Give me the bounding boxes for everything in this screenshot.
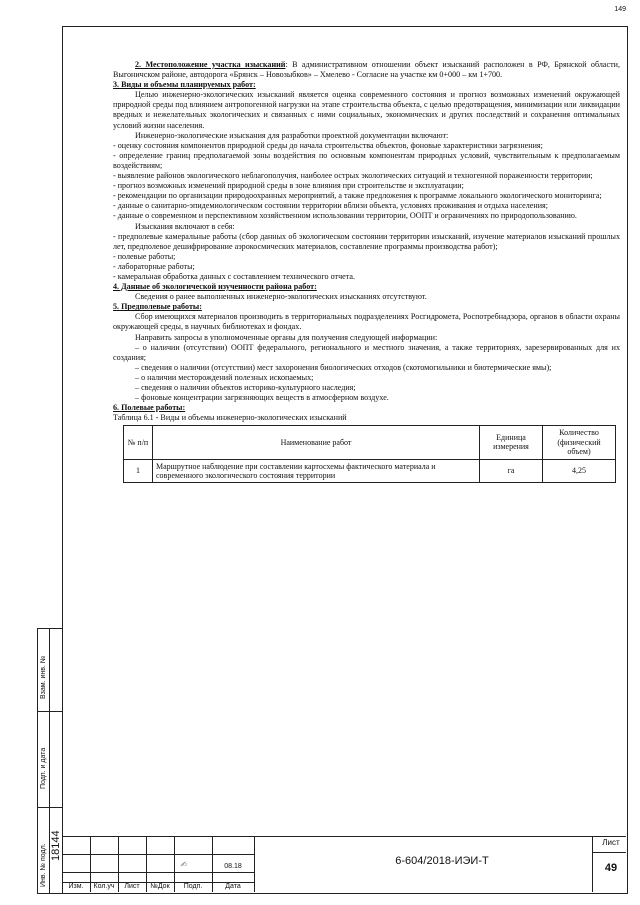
list-item: - рекомендации по организации природоохранных мероприятий, а также предложения к программе локального экологического мониторинга; — [113, 191, 602, 201]
title-block-label: №Док — [150, 883, 170, 890]
section-3-paragraph-3: Изыскания включают в себя: — [135, 221, 235, 231]
table-title: Таблица 6.1 - Виды и объемы инженерно-экологических изысканий — [113, 413, 347, 423]
document-code: 6-604/2018-ИЭИ-Т — [395, 855, 489, 867]
inv-label: Инв. № подл. — [40, 843, 47, 887]
list-item: - выявление районов экологического неблагополучия, наиболее острых экологических ситуаций и техногенной пораженности территории; — [113, 171, 593, 181]
section-5-paragraph-2: Направить запросы в уполномоченные органы для получения следующей информации: — [135, 332, 438, 342]
title-block-label: Дата — [225, 883, 241, 890]
section-4-text: Сведения о ранее выполненных инженерно-экологических изысканиях отсутствуют. — [135, 292, 427, 302]
section-3-heading: 3. Виды и объемы планируемых работ: — [113, 80, 256, 90]
list-item: - данные о санитарно-эпидемиологическом состоянии территории вблизи объекта, условиях проживания и отдыха населения; — [113, 201, 549, 211]
table-header-row — [124, 426, 616, 459]
list-item: - оценку состояния компонентов природной среды до начала строительства объектов, фоновые характеристики загрязнения; — [113, 140, 543, 150]
sheet-number: 49 — [604, 862, 618, 874]
table-header-cell: Единица измерения — [480, 426, 543, 459]
section-2-heading: 2. Местоположение участка изысканий — [135, 60, 286, 69]
list-item: - камеральная обработка данных с составлением технического отчета. — [113, 271, 356, 281]
table-cell: 1 — [124, 459, 153, 483]
side-stamp — [37, 628, 63, 894]
list-item: - полевые работы; — [113, 251, 176, 261]
list-item: – сведения о наличии (отсутствии) мест захоронения биологических отходов (скотомогильники и биотермические ямы); — [135, 362, 552, 372]
title-block-date: 08.18 — [224, 863, 242, 870]
title-block — [62, 836, 628, 892]
inv-number: 18144 — [50, 830, 62, 861]
list-item: – о наличии месторождений полезных ископаемых; — [135, 372, 314, 382]
table-cell: га — [480, 459, 543, 483]
title-block-label: Кол.уч — [93, 883, 115, 890]
section-5-heading: 5. Предполевые работы: — [113, 302, 202, 312]
table-header-cell: Количество (физический объем) — [543, 426, 616, 459]
table-header-cell: № п/п — [124, 426, 153, 459]
signature-image: ✍︎ — [180, 860, 187, 869]
list-item: – о наличии (отсутствии) ООПТ федерального, регионального и местного значения, а также территориях, зарезервированных для их создания; — [113, 342, 620, 362]
list-item: - лабораторные работы; — [113, 261, 195, 271]
list-item: - прогноз возможных изменений природной среды в зоне влияния при строительстве и эксплуатации; — [113, 181, 464, 191]
list-item: - данные о современном и перспективном хозяйственном использовании территории, ООПТ и ограничениях по природопользованию. — [113, 211, 577, 221]
list-item: - предполевые камеральные работы (сбор данных об экологическом состоянии территории изысканий, изучение материалов изысканий прошлых лет, предполевое дешифрирование аэрокосмических материалов, составление программы производства работ); — [113, 231, 620, 251]
page-number: 149 — [614, 6, 626, 13]
section-2-text: : В административном отношении объект изысканий расположен в РФ, Брянской области, Выгоничском районе, автодорога «Брянск – Новозыбков» – Хмелево - Согласие на участке км 0+000 – км 1+700. — [113, 60, 620, 80]
podp-label: Подп. и дата — [40, 747, 47, 789]
table-header-cell: Наименование работ — [153, 426, 480, 459]
list-item: – сведения о наличии объектов историко-культурного наследия; — [135, 383, 356, 392]
table-cell: Маршрутное наблюдение при составлении картосхемы фактического материала и современного экологического состояния территории — [153, 459, 480, 483]
section-3-paragraph-2: Инженерно-экологические изыскания для разработки проектной документации включают: — [135, 130, 449, 140]
title-block-label: Лист — [124, 883, 140, 890]
works-table — [123, 425, 616, 483]
vzam-label: Взам. инв. № — [40, 655, 47, 699]
sheet-label: Лист — [602, 838, 620, 847]
section-2 — [113, 60, 620, 80]
section-3-paragraph-1: Целью инженерно-экологических изысканий является оценка современного состояния и прогноз возможных изменений окружающей природной среды под влиянием антропогенной нагрузки на этапе строительства объекта, с целью предотвращения, минимизации или ликвидации вредных и нежелательных экологических и связанных с ними социальных, экономических и других последствий и сохранения оптимальных условий жизни населения. — [113, 90, 620, 130]
list-item: - определение границ предполагаемой зоны воздействия по основным компонентам природных условий, чувствительным к предполагаемым воздействиям; — [113, 150, 620, 170]
section-4-heading: 4. Данные об экологической изученности района работ: — [113, 282, 317, 292]
title-block-label: Изм. — [68, 883, 84, 890]
section-5-paragraph-1: Сбор имеющихся материалов производить в территориальных подразделениях Росгидромета, Роспотребнадзора, органов в области охраны окружающей среды, в научных библиотеках и фондах. — [113, 312, 620, 332]
title-block-label: Подп. — [183, 883, 203, 890]
table-cell: 4,25 — [543, 459, 616, 483]
section-6-heading: 6. Полевые работы: — [113, 403, 186, 413]
table-row — [124, 459, 616, 483]
document-body — [113, 60, 620, 483]
list-item: – фоновые концентрации загрязняющих веществ в атмосферном воздухе. — [135, 393, 389, 403]
